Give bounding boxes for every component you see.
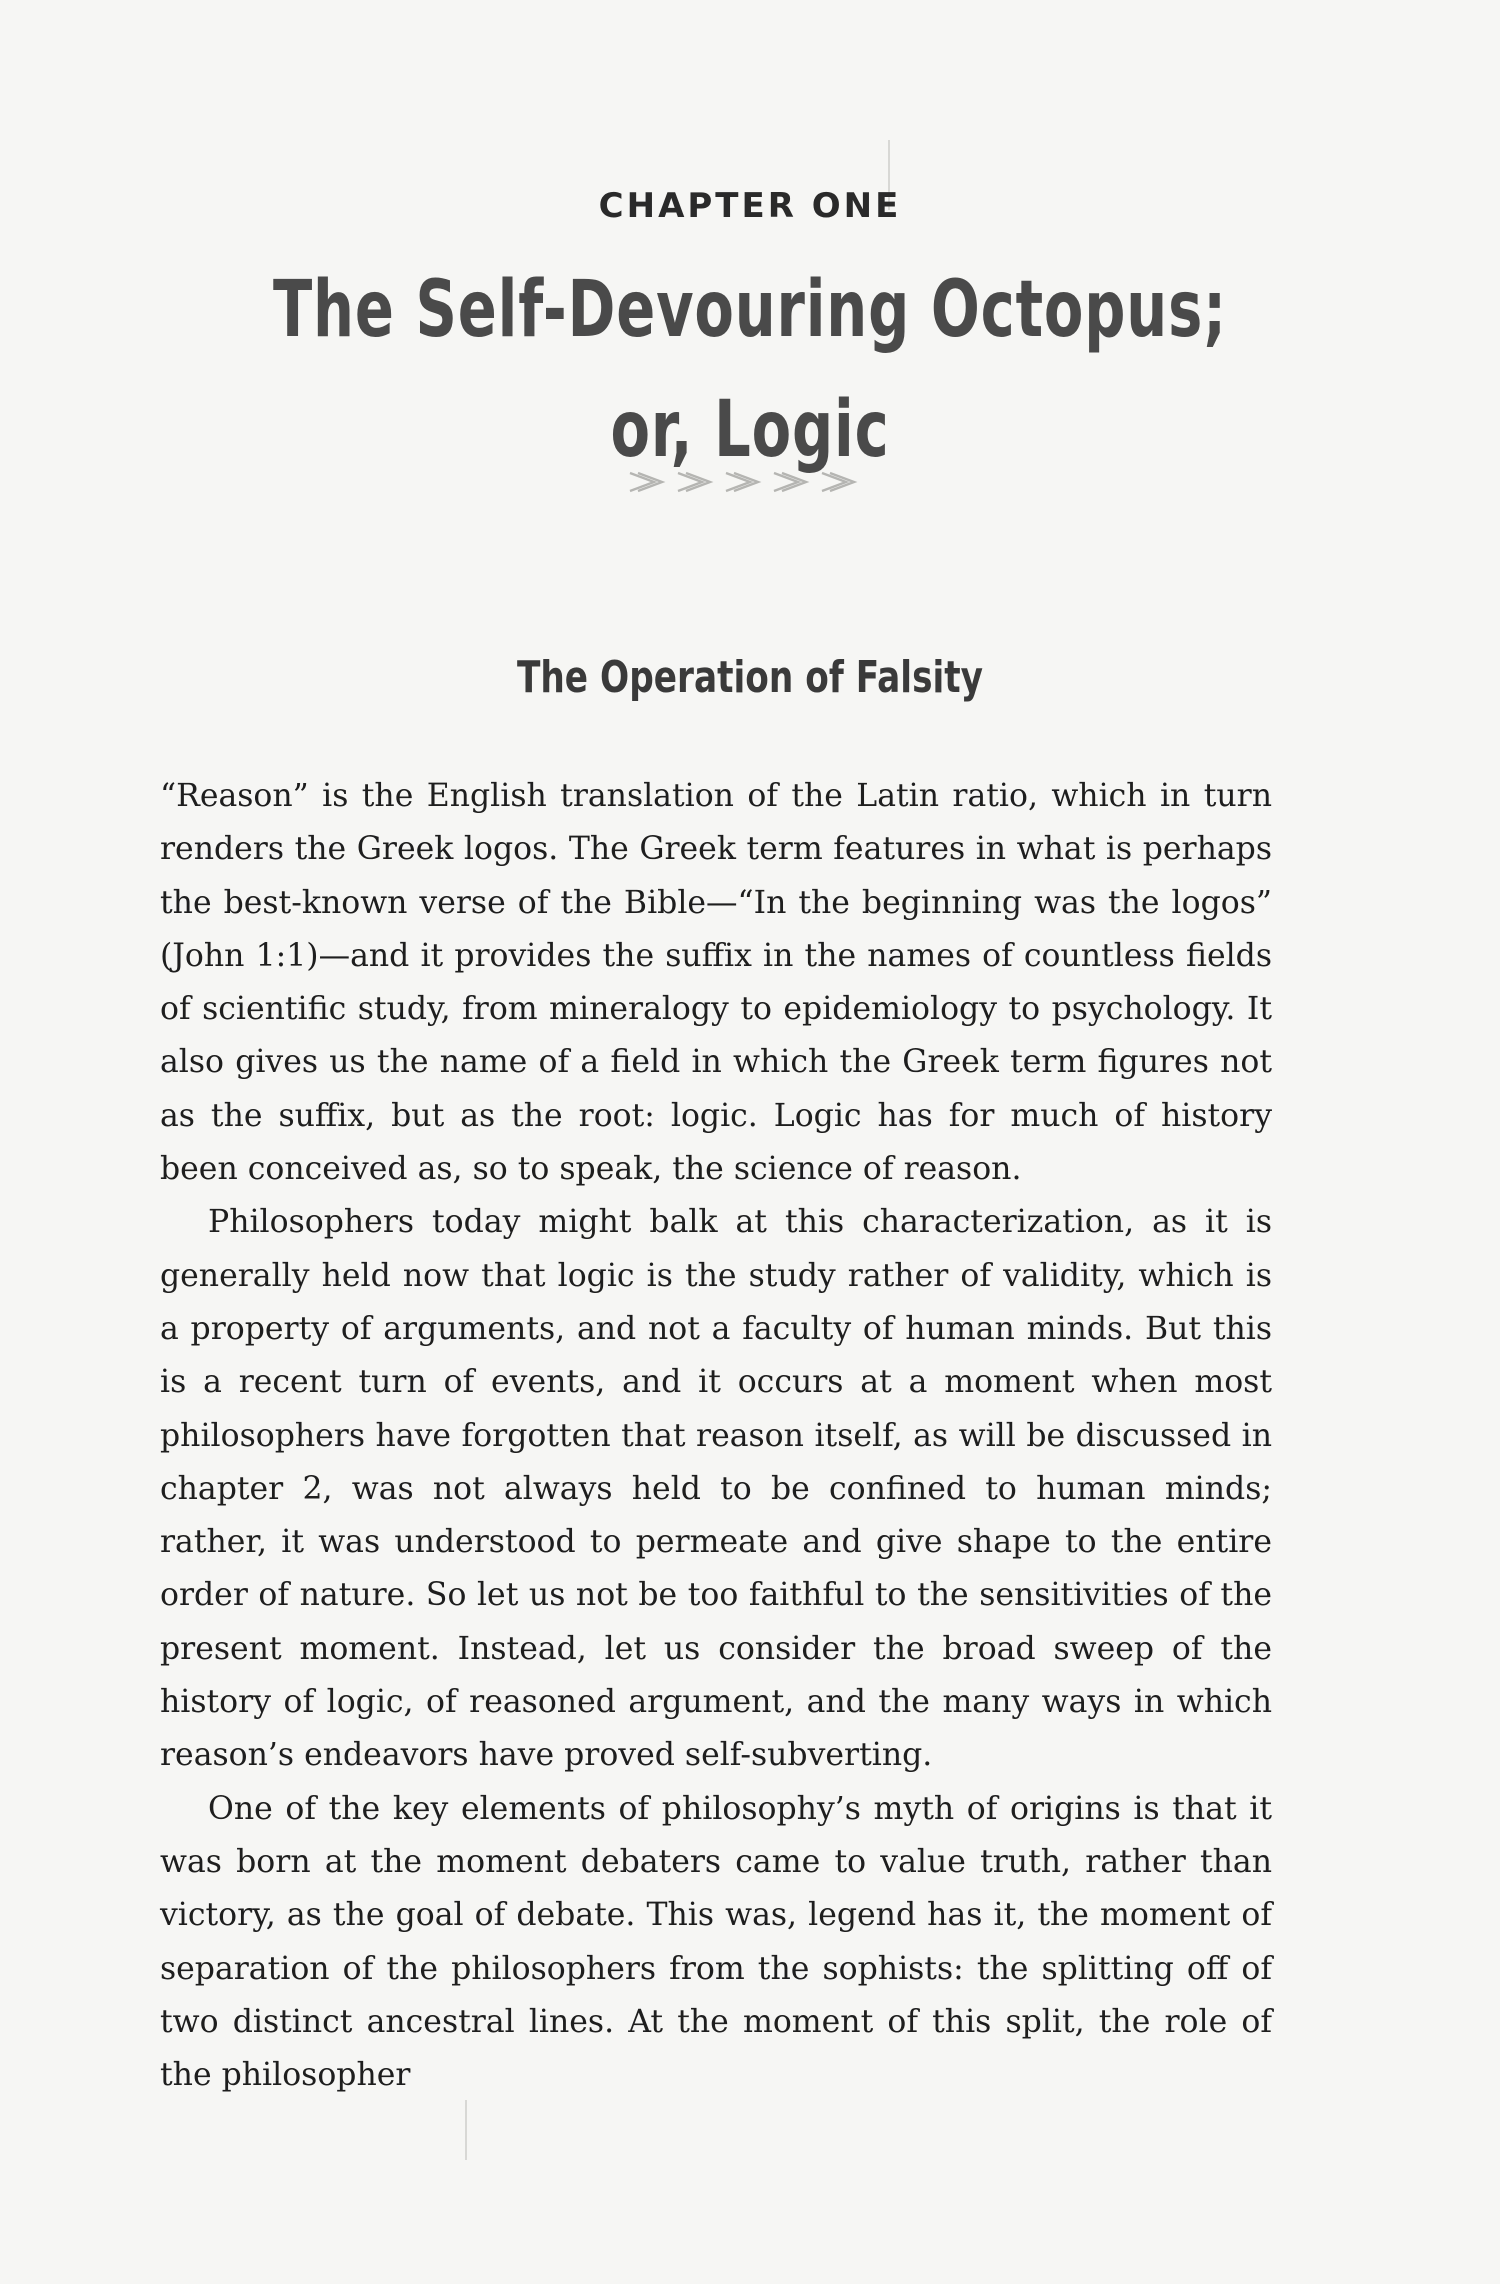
arrow-ornament-icon (620, 465, 880, 499)
scan-mark (465, 2100, 467, 2160)
chapter-title-line-2: or, Logic (610, 385, 890, 475)
body-text (160, 770, 1272, 2102)
paragraph: Philosophers today might balk at this characterization, as it is generally held now that logic is the study rather of validity, which is a property of arguments, and not a faculty of human minds. But this is a recent turn of events, and it occurs at a moment when most philosophers have forgotten that reason itself, as will be discussed in chapter 2, was not always held to be confined to human minds; rather, it was understood to permeate and give shape to the entire order of nature. So let us not be too faithful to the sensitivities of the present moment. Instead, let us consider the broad sweep of the history of logic, of reasoned argument, and the many ways in which reason’s endeavors have proved self-subverting. (160, 1204, 1272, 1774)
chapter-label: CHAPTER ONE (598, 186, 902, 226)
arrow-ornament-icon (0, 465, 1500, 506)
paragraph: One of the key elements of philosophy’s myth of origins is that it was born at the moment debaters came to value truth, rather than victory, as the goal of debate. This was, legend has it, the moment of separation of the philosophers from the sophists: the splitting off of two distinct ancestral lines. At the moment of this split, the role of the philosopher (160, 1790, 1272, 2094)
chapter-title (135, 250, 1365, 490)
section-heading: The Operation of Falsity (516, 652, 984, 703)
paragraph: “Reason” is the English translation of the Latin ratio, which in turn renders the Greek logos. The Greek term features in what is perhaps the best-known verse of the Bible—“In the beginning was the logos” (John 1:1)—and it provides the suffix in the names of countless fields of scientific study, from mineralogy to epidemiology to psychology. It also gives us the name of a field in which the Greek term figures not as the suffix, but as the root: logic. Logic has for much of history been conceived as, so to speak, the science of reason. (160, 778, 1272, 1188)
chapter-title-line-1: The Self-Devouring Octopus; (272, 265, 1228, 355)
